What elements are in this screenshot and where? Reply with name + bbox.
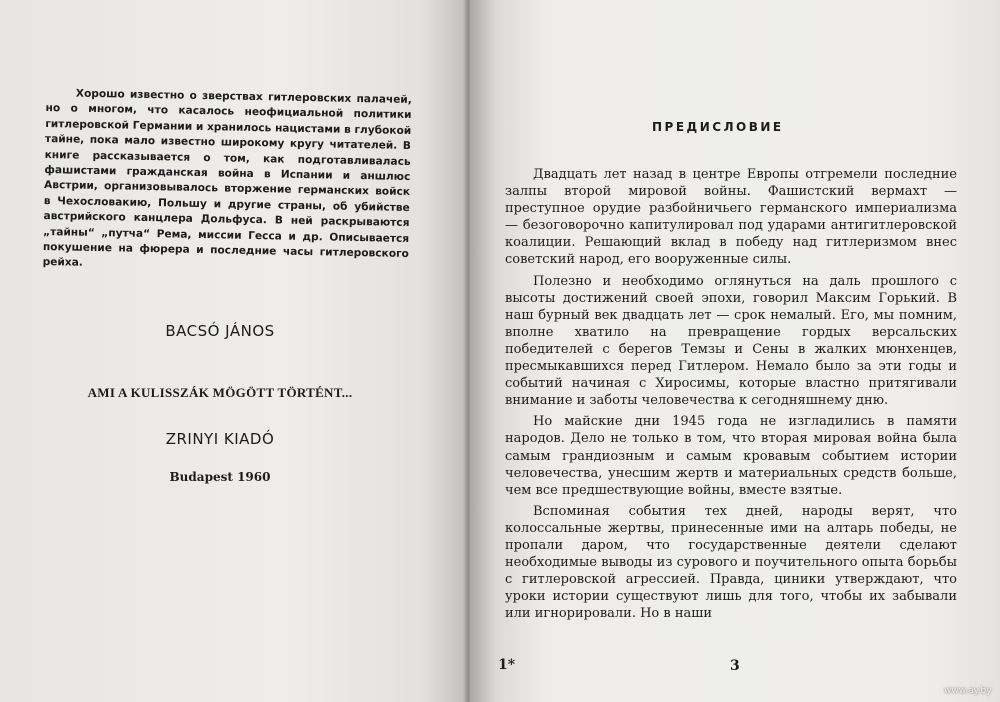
publication-place-year: Budapest 1960 xyxy=(169,470,271,484)
preface-paragraph: Двадцать лет назад в центре Европы отгремели последние залпы второй мировой войны. Фашистский вермахт — преступное орудие разбойничьего германского империализма — безоговорочно капитулировал под ударами антигитлеровской коалиции. Решающий вклад в победу над гитлеризмом внес советский народ, его вооруженные силы. xyxy=(505,167,957,268)
watermark: www.ay.by xyxy=(944,686,992,696)
left-page xyxy=(0,0,470,702)
publisher-name: ZRINYI KIADÓ xyxy=(165,430,275,448)
preface-paragraph: Но майские дни 1945 года не изгладились в памяти народов. Дело не только в том, что вторая мировая война была самым грандиозным и самым кровавым событием истории человечества, унесшим жертв и материальных средств больше, чем все предшествующие войны, вместе взятые. xyxy=(505,414,957,498)
annotation-text: Хорошо известно о зверствах гитлеровских палачей, но о многом, что касалось неофициальной политики гитлеровской Германии и хранилось нацистами в глубокой тайне, пока мало известно широкому кругу читателей. В книге рассказывается о том, как подготавливалась фашистами гражданская война в Испании и аншлюс Австрии, организовывалось вторжение германских войск в Чехословакию, Польшу и другие страны, об убийстве австрийского канцлера Дольфуса. В ней раскрываются „тайны“ „путча“ Рема, миссии Гесса и др. Описывается покушение на фюрера и последние часы гитлеровского рейха. xyxy=(42,87,412,270)
original-book-title: AMI A KULISSZÁK MÖGÖTT TÖRTÉNT... xyxy=(87,385,353,400)
signature-mark: 1* xyxy=(498,657,516,673)
page-number: 3 xyxy=(730,658,740,674)
preface-paragraph: Вспоминая события тех дней, народы верят, что колоссальные жертвы, принесенные ими на алтарь победы, не пропали даром, что государственные деятели сделают необходимые выводы из сурового и поучительного опыта борьбы с гитлеровской агрессией. Правда, циники утверждают, что уроки истории существуют лишь для того, чтобы их забывали или игнорировали. Но в наши xyxy=(505,503,957,622)
preface-body xyxy=(505,166,957,626)
preface-paragraph: Полезно и необходимо оглянуться на даль прошлого с высоты достижений своей эпохи, говорил Максим Горький. В наш бурный век двадцать лет — срок немалый. Его, мы помним, вполне хватило на превращение гордых версальских победителей с берегов Темзы и Сены в жалких мюнхенцев, пресмыкавшихся перед Гитлером. Немало было за эти годы и событий начиная с Хиросимы, которые властно притягивали внимание и заботы человечества к сегодняшнему дню. xyxy=(505,273,957,409)
author-name: BACSÓ JÁNOS xyxy=(165,322,275,340)
preface-heading: ПРЕДИСЛОВИЕ xyxy=(652,120,784,134)
